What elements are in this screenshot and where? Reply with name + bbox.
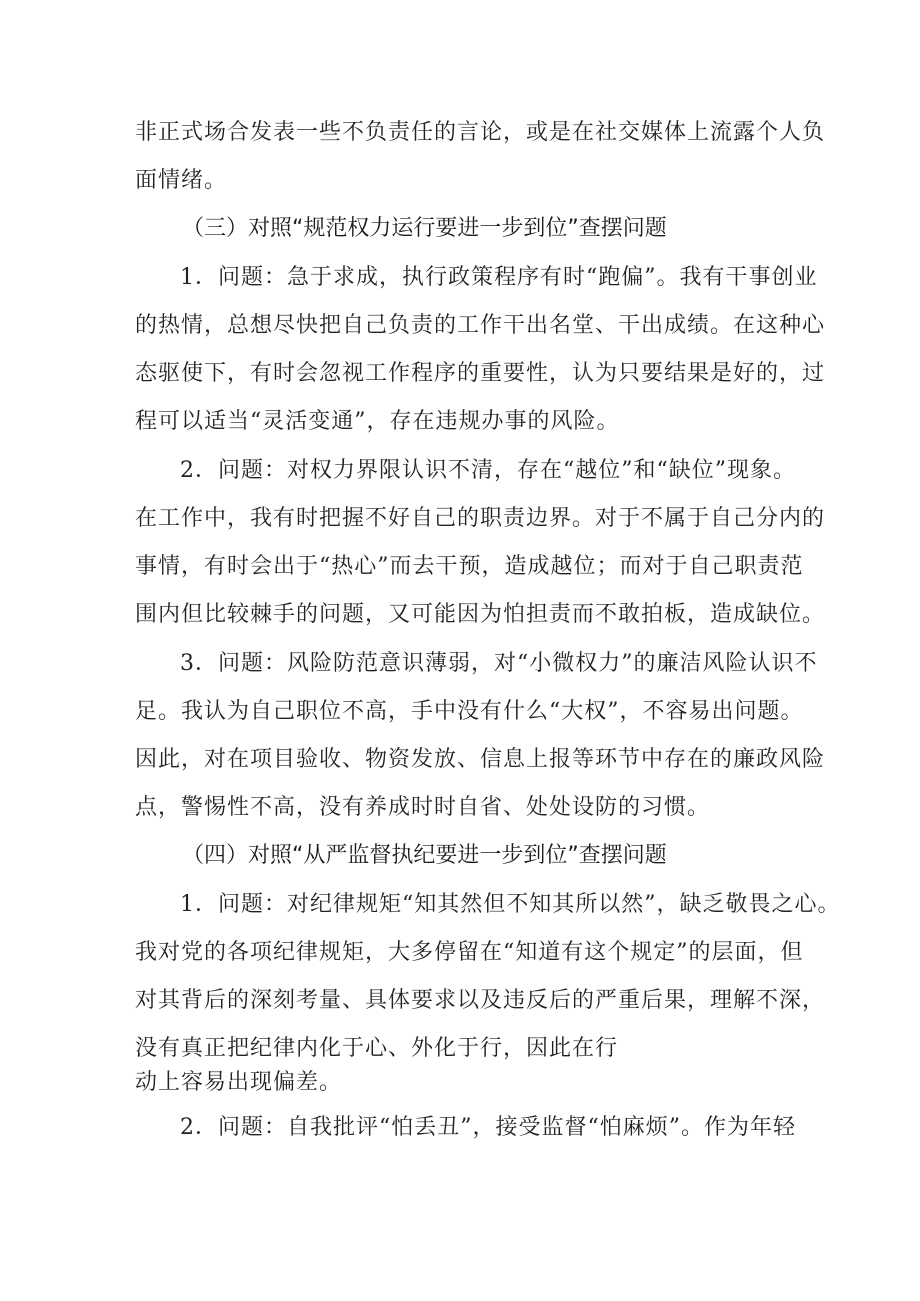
- paragraph-line: 非正式场合发表一些不负责任的言论，或是在社交媒体上流露个人负: [135, 120, 826, 145]
- paragraph-line: 因此，对在项目验收、物资发放、信息上报等环节中存在的廉政风险: [135, 747, 826, 772]
- paragraph-line: 点，警惕性不高，没有养成时时自省、处处设防的习惯。: [135, 795, 711, 820]
- paragraph-line: 1．问题：急于求成，执行政策程序有时“跑偏”。我有干事创业: [180, 265, 818, 290]
- paragraph-line: 程可以适当“灵活变通”，存在违规办事的风险。: [135, 409, 620, 434]
- paragraph-line: 2．问题：自我批评“怕丢丑”，接受监督“怕麻烦”。作为年轻: [180, 1115, 796, 1140]
- paragraph-line: 态驱使下，有时会忽视工作程序的重要性，认为只要结果是好的，过: [135, 361, 826, 386]
- paragraph-line: 在工作中，我有时把握不好自己的职责边界。对于不属于自己分内的: [135, 506, 826, 531]
- paragraph-line: 1．问题：对纪律规矩“知其然但不知其所以然”，缺乏敬畏之心。: [180, 892, 841, 917]
- section-heading-3: （三）对照“规范权力运行要进一步到位”查摆问题: [182, 216, 667, 241]
- paragraph-line: 动上容易出现偏差。: [135, 1070, 343, 1095]
- paragraph-line: 事情，有时会出于“热心”而去干预，造成越位；而对于自己职责范: [135, 554, 804, 579]
- paragraph-line: 3．问题：风险防范意识薄弱，对“小微权力”的廉洁风险认识不: [180, 651, 818, 676]
- paragraph-line: 我对党的各项纪律规矩，大多停留在“知道有这个规定”的层面，但: [135, 940, 804, 965]
- paragraph-line: 没有真正把纪律内化于心、外化于行，因此在行: [135, 1036, 619, 1061]
- paragraph-line: 面情绪。: [135, 168, 228, 193]
- paragraph-line: 围内但比较棘手的问题，又可能因为怕担责而不敢拍板，造成缺位。: [135, 602, 826, 627]
- paragraph-line: 2．问题：对权力界限认识不清，存在“越位”和“缺位”现象。: [180, 458, 796, 483]
- paragraph-line: 对其背后的深刻考量、具体要求以及违反后的严重后果，理解不深，: [135, 988, 826, 1013]
- paragraph-line: 足。我认为自己职位不高，手中没有什么“大权”，不容易出问题。: [135, 699, 804, 724]
- paragraph-line: 的热情，总想尽快把自己负责的工作干出名堂、干出成绩。在这种心: [135, 313, 826, 338]
- section-heading-4: （四）对照“从严监督执纪要进一步到位”查摆问题: [182, 843, 667, 868]
